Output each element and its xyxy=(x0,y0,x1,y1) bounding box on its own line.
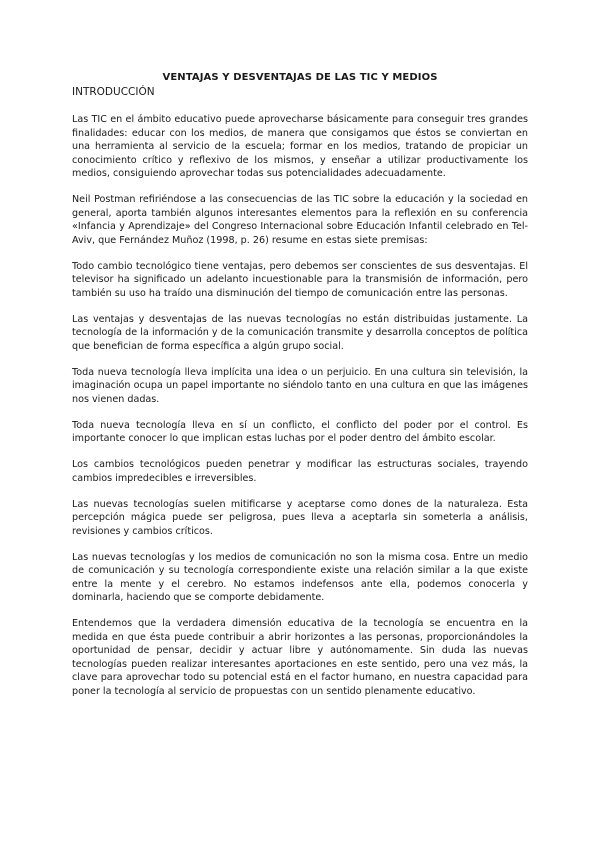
paragraph-10: Entendemos que la verdadera dimensión educativa de la tecnología se encuentra en la medida en que ésta puede contribuir a abrir horizontes a las personas, proporcionándoles la oportunidad de pensar, decidir y actuar libre y autónomamente. Sin duda las nuevas tecnologías pueden realizar interesantes aportaciones en este sentido, pero una vez más, la clave para aprovechar todo su potencial está en el factor humano, en nuestra capacidad para poner la tecnología al servicio de propuestas con un sentido plenamente educativo. xyxy=(72,618,528,697)
section-heading-introduccion: INTRODUCCIÓN xyxy=(72,86,155,98)
document-body xyxy=(72,113,528,711)
paragraph-4: Las ventajas y desventajas de las nuevas tecnologías no están distribuidas justamente. La tecnología de la información y de la comunicación transmite y desarrolla conceptos de política que benefician de forma específica a algún grupo social. xyxy=(72,313,528,352)
paragraph-5: Toda nueva tecnología lleva implícita una idea o un perjuicio. En una cultura sin televisión, la imaginación ocupa un papel importante no siéndolo tanto en una cultura en que las imágenes nos vienen dadas. xyxy=(72,366,528,405)
paragraph-8: Las nuevas tecnologías suelen mitificarse y aceptarse como dones de la naturaleza. Esta percepción mágica puede ser peligrosa, pues lleva a aceptarla sin someterla a análisis, revisiones y cambios críticos. xyxy=(72,498,528,537)
paragraph-7: Los cambios tecnológicos pueden penetrar y modificar las estructuras sociales, trayendo cambios impredecibles e irreversibles. xyxy=(72,459,528,484)
document-title: VENTAJAS Y DESVENTAJAS DE LAS TIC Y MEDIOS xyxy=(162,72,438,83)
paragraph-2: Neil Postman refiriéndose a las consecuencias de las TIC sobre la educación y la sociedad en general, aporta también algunos interesantes elementos para la reflexión en su conferencia «Infancia y Aprendizaje» del Congreso Internacional sobre Educación Infantil celebrado en Tel-Aviv, que Fernández Muñoz (1998, p. 26) resume en estas siete premisas: xyxy=(72,194,528,246)
paragraph-3: Todo cambio tecnológico tiene ventajas, pero debemos ser conscientes de sus desventajas. El televisor ha significado un adelanto incuestionable para la transmisión de información, pero también su uso ha traído una disminución del tiempo de comunicación entre las personas. xyxy=(72,260,528,299)
paragraph-1: Las TIC en el ámbito educativo puede aprovecharse básicamente para conseguir tres grandes finalidades: educar con los medios, de manera que consigamos que éstos se conviertan en una herramienta al servicio de la escuela; formar en los medios, tratando de propiciar un conocimiento crítico y reflexivo de los mismos, y enseñar a utilizar productivamente los medios, consiguiendo aprovechar todas sus potencialidades adecuadamente. xyxy=(72,114,528,179)
paragraph-9: Las nuevas tecnologías y los medios de comunicación no son la misma cosa. Entre un medio de comunicación y su tecnología correspondiente existe una relación similar a la que existe entre la mente y el cerebro. No estamos indefensos ante ella, podemos conocerla y dominarla, haciendo que se comporte debidamente. xyxy=(72,551,528,603)
paragraph-6: Toda nueva tecnología lleva en sí un conflicto, el conflicto del poder por el control. Es importante conocer lo que implican estas luchas por el poder dentro del ámbito escolar. xyxy=(72,419,528,444)
